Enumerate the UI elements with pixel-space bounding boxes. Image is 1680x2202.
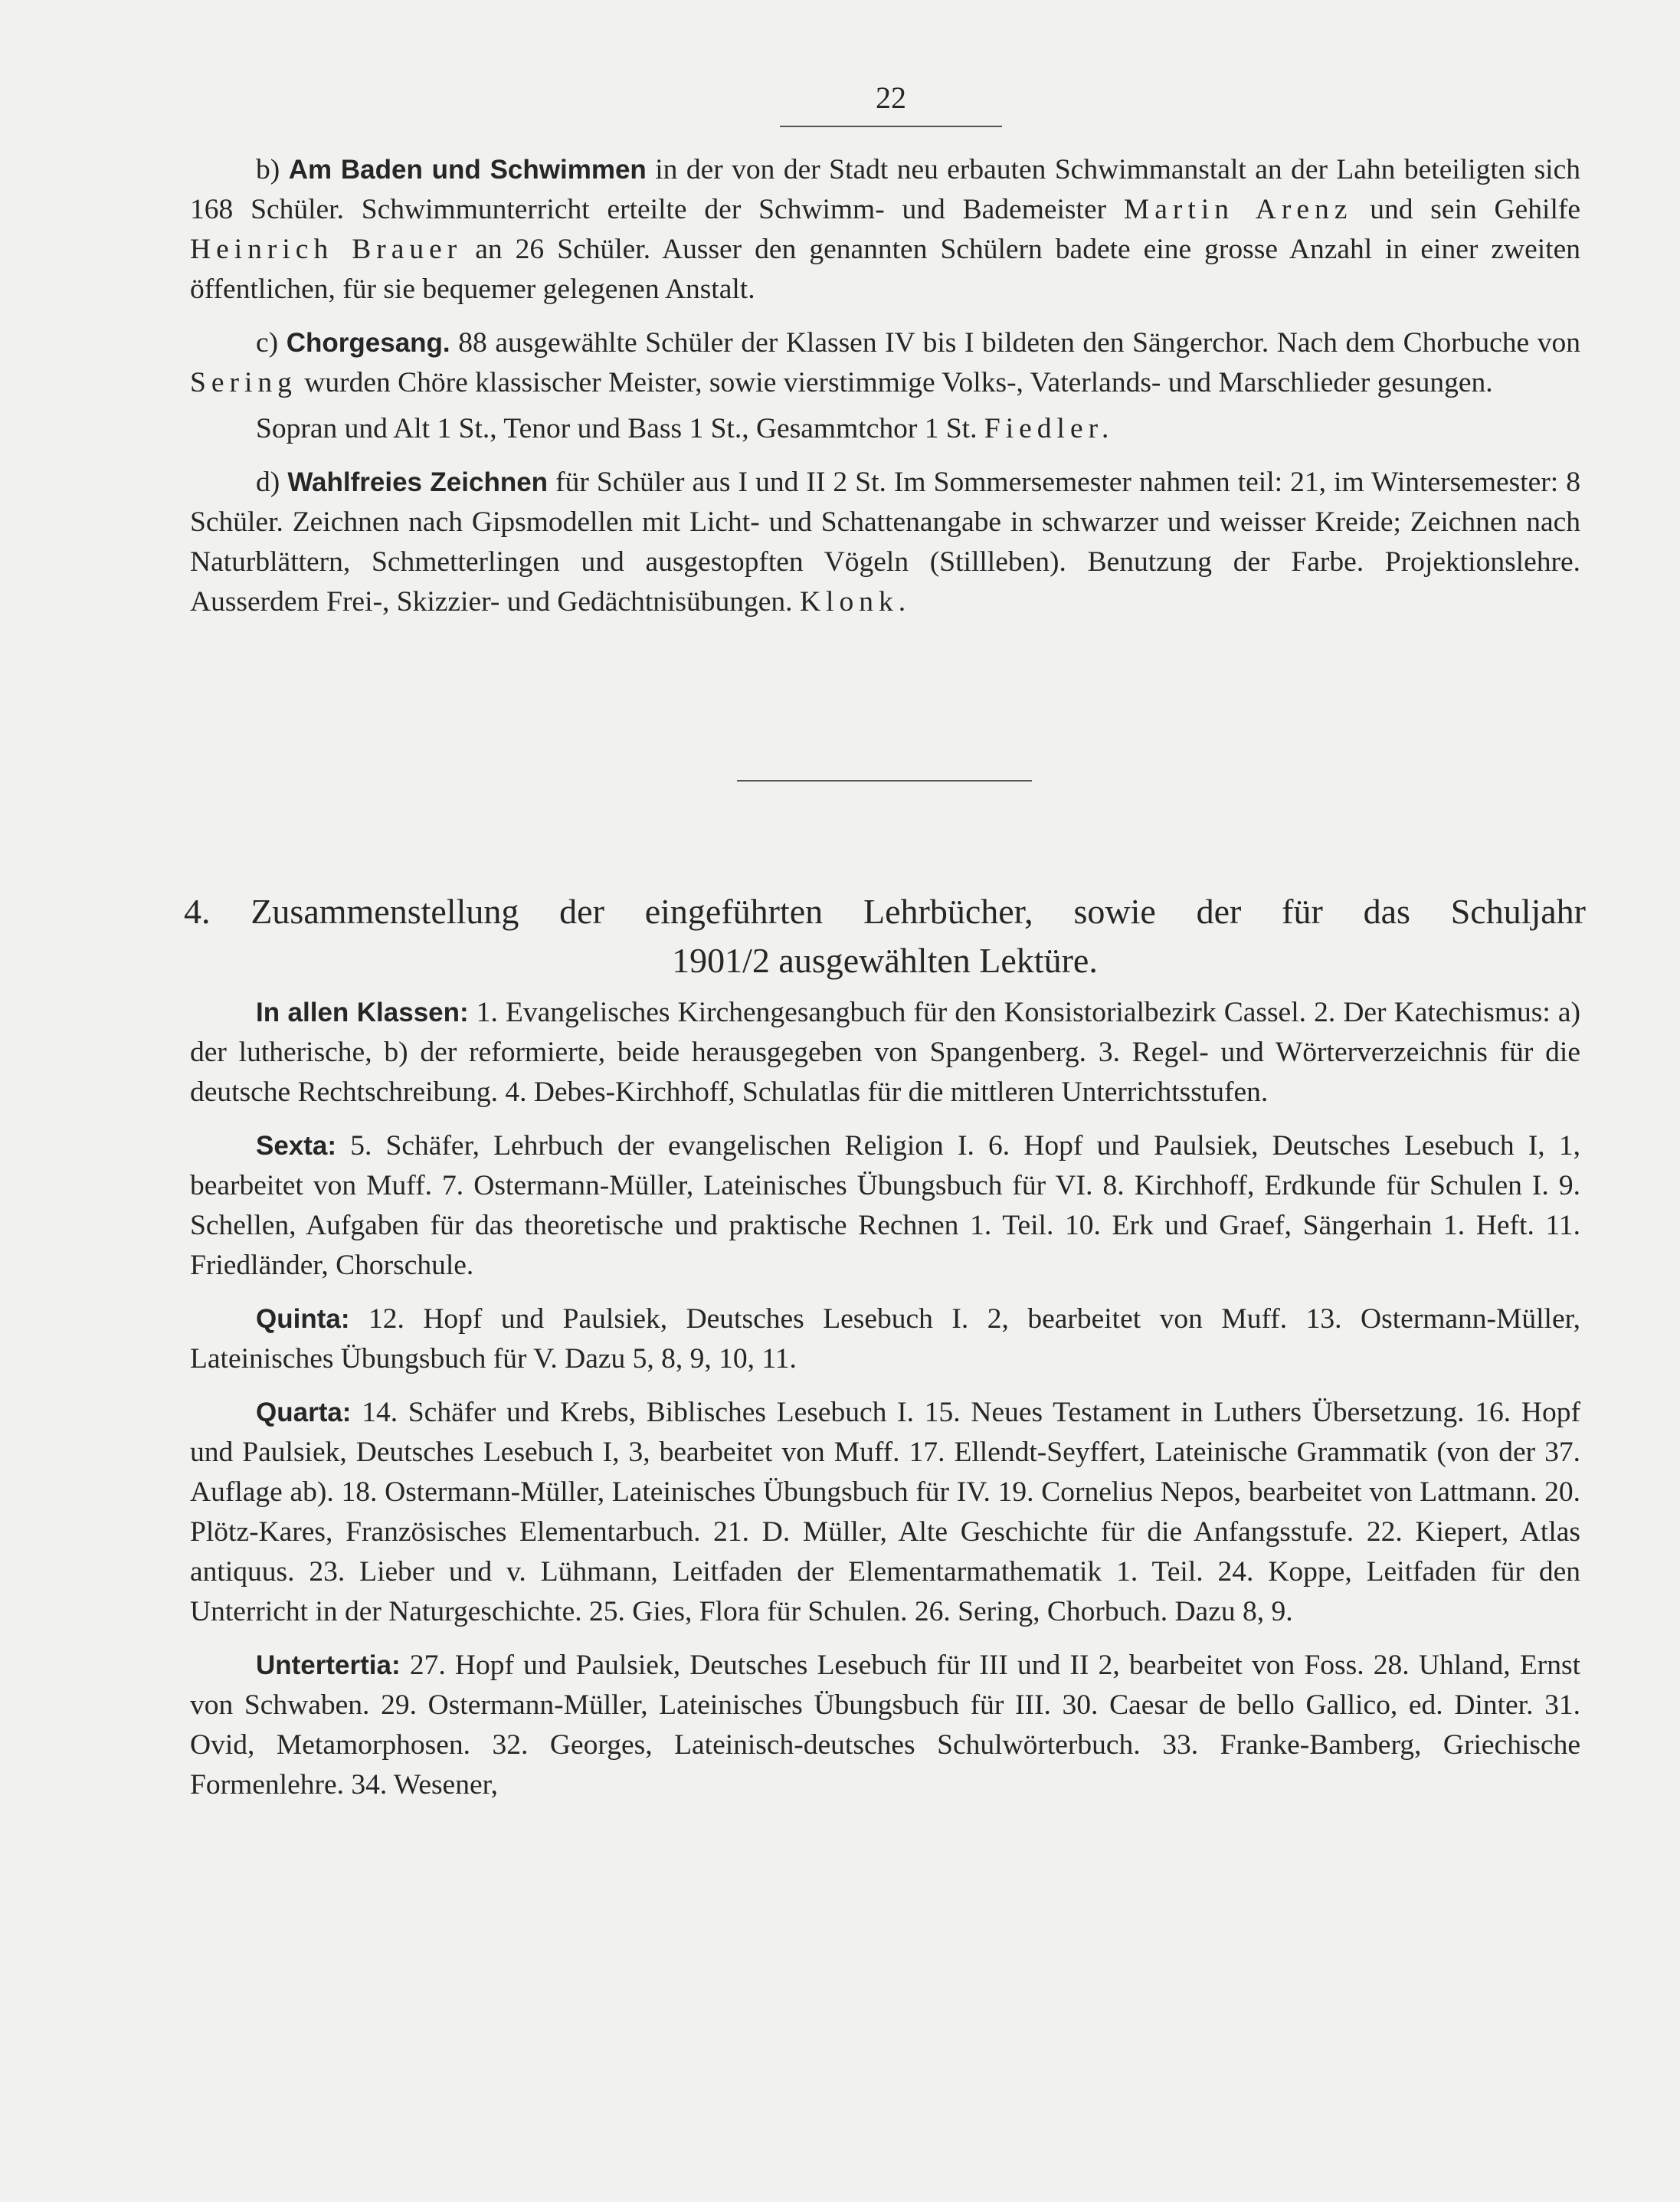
item-text: für Schüler aus I und II 2 St. Im Sommersemester nahmen teil: 21, im Wintersemester: 8 Schüler. Zeichnen nach Gipsmodellen mit Licht- und Schattenangabe in schwarzer und weisser Kreide; Zeichnen nach Naturblättern, Schmetterlingen und ausgestopften Vögeln (Stillleben). Benutzung der Farbe. Projektionslehre. Ausserdem Frei-, Skizzier- und Gedächtnisübungen. [190,467,1581,618]
entry-untertertia [190,1646,1580,1805]
section-divider [737,780,1032,782]
item-text: 88 ausgewählte Schüler der Klassen IV bis I bildeten den Sängerchor. Nach dem Chorbuche von [450,327,1581,359]
section-heading [184,887,1586,985]
class-label: Untertertia: [256,1650,401,1680]
item-text: Sopran und Alt 1 St., Tenor und Bass 1 St., Gesammtchor 1 St. [256,413,984,444]
paragraph-choir [190,323,1580,403]
activities-block [190,150,1580,622]
item-title: Am Baden und Schwimmen [288,155,647,185]
entry-text: 1. Evangelisches Kirchengesangbuch für den Konsistorialbezirk Cassel. 2. Der Katechismus: a) der lutherische, b) der reformierte, beide herausgegeben von Spangenberg. 3. Regel- und Wörterverzeichnis für die deutsche Rechtschreibung. 4. Debes-Kirchhoff, Schulatlas für die mittleren Unterrichtsstufen. [190,997,1580,1108]
class-label: Quarta: [256,1398,352,1427]
class-label: Quinta: [256,1304,350,1334]
class-label: Sexta: [256,1131,337,1161]
entry-quarta [190,1393,1580,1632]
entry-text: 12. Hopf und Paulsiek, Deutsches Lesebuch I. 2, bearbeitet von Muff. 13. Ostermann-Müller, Lateinisches Übungsbuch für V. Dazu 5, 8, 9, 10, 11. [190,1303,1580,1375]
item-marker: c) [256,327,279,359]
entry-sexta [190,1126,1580,1286]
item-text: wurden Chöre klassischer Meister, sowie vierstimmige Volks-, Vaterlands- und Marschlieder gesungen. [296,367,1493,398]
item-marker: b) [256,154,280,185]
item-text: an 26 Schüler. Ausser den genannten Schülern badete eine grosse Anzahl in einer zweiten öffentlichen, für sie bequemer gelegenen Anstalt. [190,234,1580,305]
paragraph-drawing [190,463,1580,622]
item-text: in der von der Stadt neu erbauten Schwimmanstalt an der Lahn beteiligten sich 168 Schüler. Schwimmunterricht erteilte der Schwimm- und Bademeister [190,154,1580,225]
item-title: Wahlfreies Zeichnen [287,467,549,497]
paragraph-swimming [190,150,1580,310]
heading-line-1: 4. Zusammenstellung der eingeführten Lehrbücher, sowie der für das Schuljahr [184,892,1586,931]
textbooks-block [190,993,1580,1805]
page-number: 22 [876,80,906,115]
entry-quinta [190,1299,1580,1379]
class-label: In allen Klassen: [256,998,469,1027]
item-title: Chorgesang. [286,328,450,358]
person-name: Martin Arenz [1123,194,1353,225]
entry-text: 5. Schäfer, Lehrbuch der evangelischen Religion I. 6. Hopf und Paulsiek, Deutsches Lesebuch I, 1, bearbeitet von Muff. 7. Ostermann-Müller, Lateinisches Übungsbuch für VI. 8. Kirchhoff, Erdkunde für Schulen I. 9. Schellen, Aufgaben für das theoretische und praktische Rechnen 1. Teil. 10. Erk und Graef, Sängerhain 1. Heft. 11. Friedländer, Chorschule. [190,1130,1580,1281]
page-number-rule [780,126,1002,127]
entry-text: 27. Hopf und Paulsiek, Deutsches Lesebuch für III und II 2, bearbeitet von Foss. 28. Uhland, Ernst von Schwaben. 29. Ostermann-Müller, Lateinisches Übungsbuch für III. 30. Caesar de bello Gallico, ed. Dinter. 31. Ovid, Metamorphosen. 32. Georges, Lateinisch-deutsches Schulwörterbuch. 33. Franke-Bamberg, Griechische Formenlehre. 34. Wesener, [190,1650,1580,1801]
item-marker: d) [256,467,280,498]
person-name: Fiedler. [984,413,1115,444]
entry-all-classes [190,993,1580,1112]
person-name: Klonk. [799,586,912,618]
paragraph-choir-hours [190,409,1580,449]
person-name: Sering [190,367,297,398]
heading-line-2: 1901/2 ausgewählten Lektüre. [672,941,1098,980]
person-name: Heinrich Brauer [190,234,463,265]
item-text: und sein Gehilfe [1352,194,1580,225]
entry-text: 14. Schäfer und Krebs, Biblisches Lesebuch I. 15. Neues Testament in Luthers Übersetzung. 16. Hopf und Paulsiek, Deutsches Lesebuch I, 3, bearbeitet von Muff. 17. Ellendt-Seyffert, Lateinische Grammatik (von der 37. Auflage ab). 18. Ostermann-Müller, Lateinisches Übungsbuch für IV. 19. Cornelius Nepos, bearbeitet von Lattmann. 20. Plötz-Kares, Französisches Elementarbuch. 21. D. Müller, Alte Geschichte für die Anfangsstufe. 22. Kiepert, Atlas antiquus. 23. Lieber und v. Lühmann, Leitfaden der Elementarmathematik 1. Teil. 24. Koppe, Leitfaden für den Unterricht in der Naturgeschichte. 25. Gies, Flora für Schulen. 26. Sering, Chorbuch. Dazu 8, 9. [190,1397,1580,1627]
